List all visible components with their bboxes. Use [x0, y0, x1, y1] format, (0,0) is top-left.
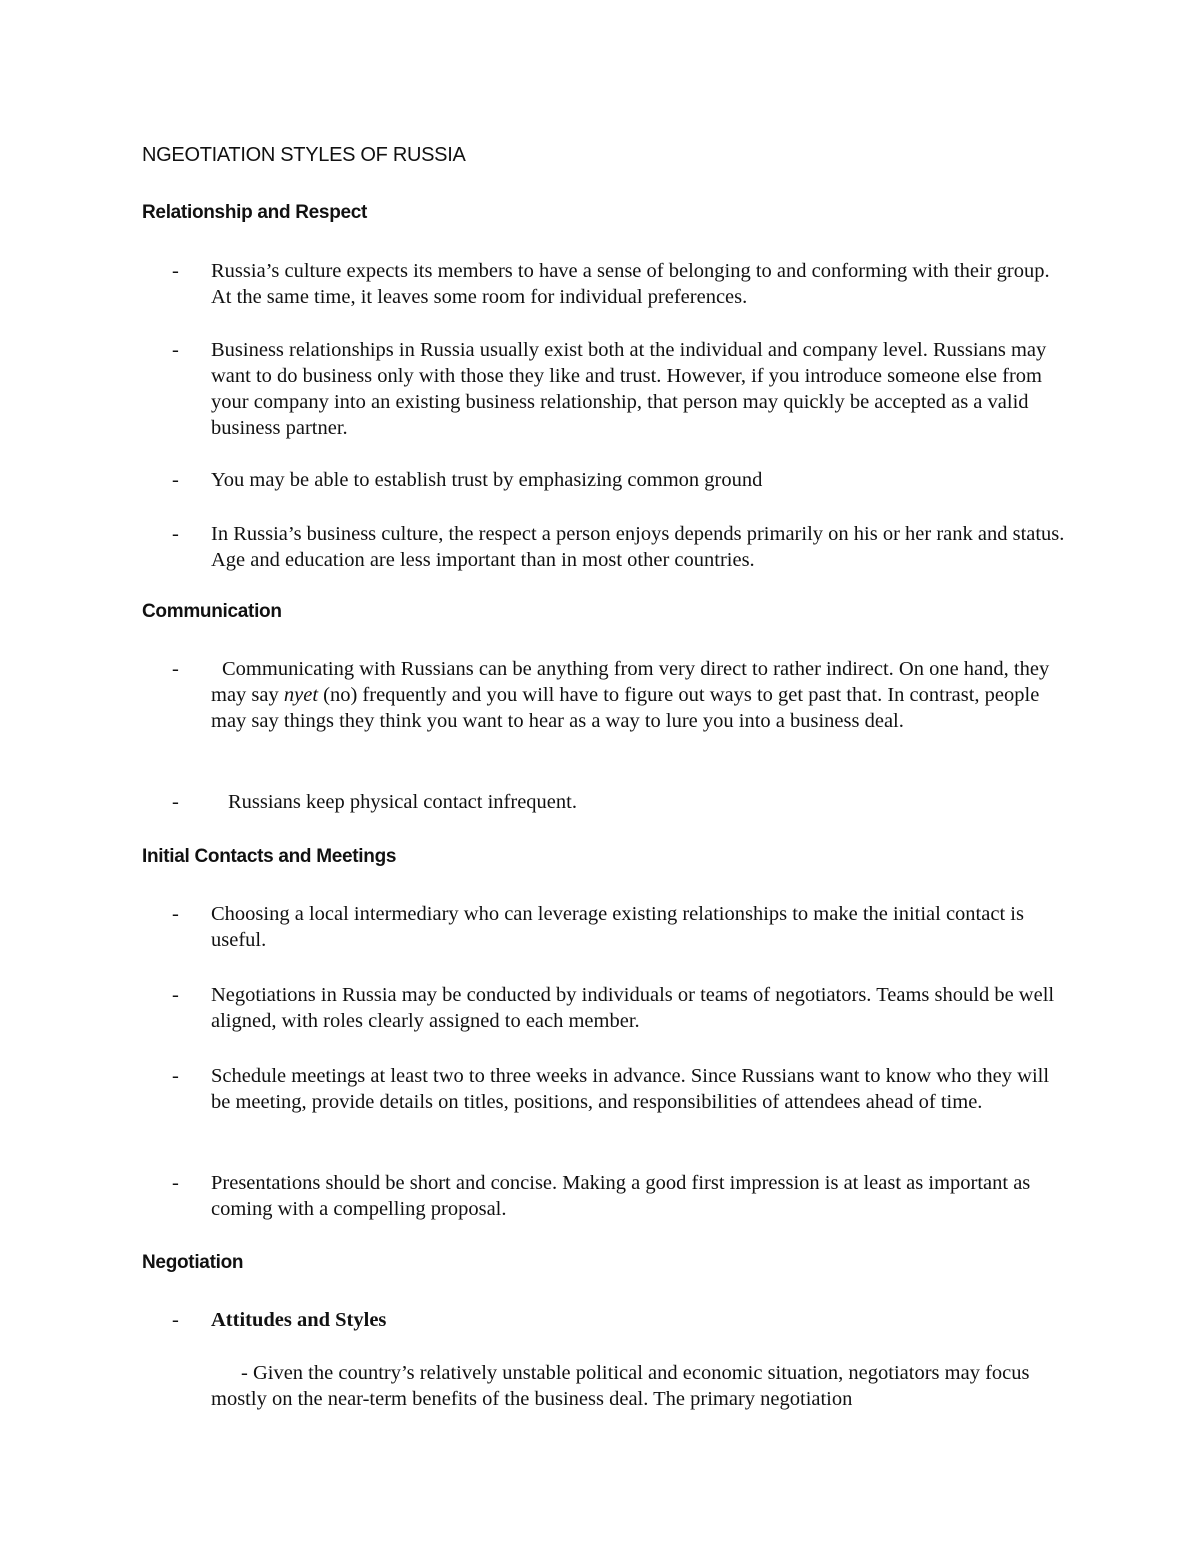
list-item-text: Schedule meetings at least two to three weeks in advance. Since Russians want to know who they will be meeting, provide details on titles, positions, and responsibilities of attendees ahead of time. — [211, 1065, 1050, 1113]
list-item-text-before: Communicating with Russians can be anything from very direct to rather indirect. On one hand, they may say — [211, 658, 1050, 706]
list-item — [172, 1170, 1072, 1222]
bullet-dash: - — [172, 903, 179, 925]
list-item-text: Presentations should be short and concise. Making a good first impression is at least as important as coming with a compelling proposal. — [211, 1172, 1031, 1220]
bullet-dash: - — [172, 523, 179, 545]
list-item — [172, 982, 1072, 1034]
list-item-text-after: (no) frequently and you will have to figure out ways to get past that. In contrast, people may say things they think you want to hear as a way to lure you into a business deal. — [211, 684, 1040, 732]
bullet-dash: - — [172, 984, 179, 1006]
section-heading-initial-contacts: Initial Contacts and Meetings — [142, 846, 397, 867]
list-item-text: In Russia’s business culture, the respect a person enjoys depends primarily on his or her rank and status. Age and education are less important than in most other countries. — [211, 523, 1065, 571]
list-item — [172, 521, 1072, 573]
list-item — [172, 1063, 1072, 1115]
bullet-dash: - — [172, 260, 179, 282]
section-heading-negotiation: Negotiation — [142, 1252, 244, 1273]
bullet-dash: - — [172, 469, 179, 491]
list-item — [172, 1307, 1072, 1333]
list-item-text: Negotiations in Russia may be conducted by individuals or teams of negotiators. Teams should be well aligned, with roles clearly assigned to each member. — [211, 984, 1055, 1032]
list-item — [172, 337, 1072, 441]
list-item — [172, 901, 1072, 953]
list-item-text: Attitudes and Styles — [211, 1309, 387, 1331]
list-item — [172, 467, 1072, 493]
list-item-text — [211, 656, 1071, 734]
document-title: NGEOTIATION STYLES OF RUSSIA — [142, 144, 466, 166]
list-item-text: Russians keep physical contact infrequent. — [228, 791, 577, 813]
list-item-text: Russia’s culture expects its members to have a sense of belonging to and conforming with their group. At the same time, it leaves some room for individual preferences. — [211, 260, 1050, 308]
list-item-text: You may be able to establish trust by emphasizing common ground — [211, 469, 763, 491]
list-item — [172, 656, 1072, 734]
section-heading-relationship-respect: Relationship and Respect — [142, 202, 368, 223]
list-item — [172, 258, 1072, 310]
emphasis-word: nyet — [283, 684, 319, 706]
list-item-text: Business relationships in Russia usually exist both at the individual and company level. Russians may want to do business only with those they like and trust. However, if you introduce someone else from your company into an existing business relationship, that person may quickly be accepted as a valid business partner. — [211, 339, 1047, 439]
bullet-dash: - — [172, 339, 179, 361]
bullet-dash: - — [172, 1172, 179, 1194]
bullet-dash: - — [172, 658, 179, 680]
bullet-dash: - — [172, 791, 179, 813]
sub-paragraph: - Given the country’s relatively unstable political and economic situation, negotiators may focus mostly on the near-term benefits of the business deal. The primary negotiation — [211, 1362, 1030, 1410]
list-item — [172, 789, 1072, 815]
bullet-dash: - — [172, 1065, 179, 1087]
bullet-dash: - — [172, 1309, 179, 1331]
section-heading-communication: Communication — [142, 601, 282, 622]
list-item-text: Choosing a local intermediary who can leverage existing relationships to make the initial contact is useful. — [211, 903, 1024, 951]
